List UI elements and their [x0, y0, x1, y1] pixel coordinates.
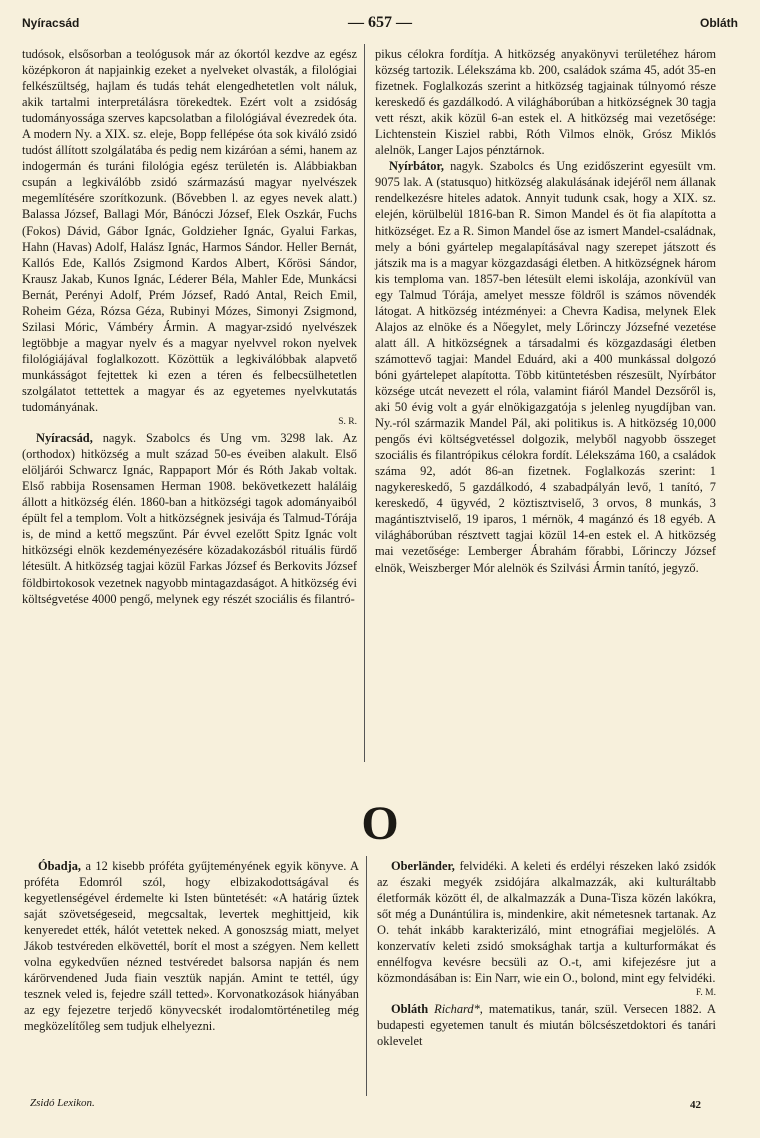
entry-body: a 12 kisebb próféta gyűjteményének egyik könyve. A próféta Edomról szól, hogy elbizakodottságával és kegyetlenségével érdemelte ki Isten büntetését: «A határig űztek saját szövetségeseid, megcsaltak, levertek meghittjeid, kik kenyeredet ették, hálót vetettek neked. A gonoszság miatt, melyet Jákob testvéreden elkövettél, borít el most a szégyen. Nem kellett volna egykedvűen nézned testvéredet balsorsa napján és nem kárörvendened Juda fiain vesztük napján. Amint te tettél, úgy tesznek veled is, fejedre száll tetted». Korvonatkozások hiányában az egy fejezetre terjedő könyvecskét irodalomtörténetileg még megközelítőleg sem tudjuk elhelyezni. — [24, 859, 359, 1034]
entry-nyiracsad — [22, 430, 357, 607]
entry-title: Óbadja, — [38, 859, 82, 873]
entry-obadja — [24, 858, 359, 1035]
entry-oberlander — [377, 858, 716, 986]
footer-sheet-number: 42 — [690, 1099, 701, 1111]
column-bottom-left — [24, 858, 359, 1035]
author-signature: S. R. — [338, 417, 357, 428]
header-left-keyword: Nyíracsád — [22, 16, 80, 30]
entry-given-name: Richard* — [428, 1002, 480, 1017]
footer-publication-name: Zsidó Lexikon. — [30, 1097, 95, 1109]
entry-title: Oberländer, — [391, 859, 455, 873]
column-divider-top — [364, 44, 365, 762]
entry-body: nagyk. Szabolcs és Ung vm. 3298 lak. Az (orthodox) hitközség a mult század 50-es éveiben alakult. Első elöljárói Schwarcz Ignác, Rappaport Mór és Róth Jakab voltak. Első rabbija Rosensamen Herman 1908. bekövetkezett haláláig állott a hitközség élén. 1860-ban a hitközségi tagok adományaiból épült fel a templom. Volt a hitközségnek jesivája és Talmud-Tórája is, de mind a kettő megszűnt. Pár évvel ezelőtt Spitz Ignác volt hitközségi elnök kezdeményezésére közadakozásból rituális fürdő létesült. A hitközség tagjai közül Farkas József és Berkovits József földbirtokosok vezetnek nagyobb mintagazdaságot. A hitközség évi költségvetése 4000 pengő, melynek egy részét szociális és filantró- — [22, 431, 357, 606]
entry-continuation: pikus célokra fordítja. A hitközség anyakönyvi területéhez három község tartozik. Lélekszáma kb. 200, családok száma 45, adót 35-en fizetnek. Foglalkozás szerint a hitközség tagjainak túlnyomó része kereskedő és gazdálkodó. A világháborúban a hitközségnek 30 tagja vett részt, akik közül 6-an estek el. A hitközség mai vezetősége: Lichtenstein Kisziel rabbi, Róth Vilmos elnök, Grósz Miklós alelnök, Langer Lajos pénztárnok. — [375, 47, 716, 158]
entry-title: Nyírbátor, — [389, 159, 444, 174]
column-divider-bottom — [366, 856, 367, 1096]
entry-title: Nyíracsád, — [36, 431, 93, 446]
article-continuation: tudósok, elsősorban a teológusok már az ókortól kezdve az egész középkoron át napjainkig ezeket a nyelveket olvasták, a filológiai felkészültség, hajlam és tudás tehát elengedhetetlen volt náluk, akik tartalmi interpretálásra törekedtek. Ezért volt a zsidóság tudományossága szerves kapcsolatban a filológiával évezredek óta. A modern Ny. a XIX. sz. eleje, Bopp fellépése óta sok kiváló zsidó tudóst állított szolgálatába és pedig nem kizáróan a sémi, hanem az indogermán és turáni filológia egész területén is. Alábbiakban csupán a legkiválóbb zsidó származású magyar nyelvészek megemlítésére szorítkozunk. (Bővebben l. az egyes nevek alatt.) Balassa József, Ballagi Mór, Bánóczi József, Elek Oszkár, Fuchs (Fokos) Dávid, Gábor Ignác, Goldzieher Ignác, Gyalui Farkas, Hahn (Havas) Adolf, Halász Ignác, Harmos Sándor. Heller Bernát, Kallós Ede, Kallós Zsigmond Kardos Albert, Kőrösi Sándor, Krausz Jakab, Kunos Ignác, Léderer Béla, Mahler Ede, Munkácsi Bernát, Perényi Adolf, Prém József, Radó Antal, Reich Emil, Roheim Géza, Rózsa Géza, Rubinyi Mózes, Simonyi Zsigmond, Szilasi Móric, Vámbéry Ármin. A magyar-zsidó nyelvészek legtöbbje a magyar nyelv és a magyar nyelvvel rokon nyelvek filológiájával foglalkozott. Közöttük a legkiválóbbak alapvető munkásságot fejtettek ki ezen a téren és felbecsülhetetlen szolgálatot tettettek a magyar és az egyetemes nyelvkutatás tudományának. — [22, 47, 357, 415]
column-top-left — [22, 46, 357, 607]
entry-body: nagyk. Szabolcs és Ung ezidőszerint egyesült vm. 9075 lak. A (statusquo) hitközség alakulásának idejéről nem állanak rendelkezésre hiteles adatok. Annyit tudunk csak, hogy a XIX. sz. elején, körülbelül 1816-ban R. Simon Mandel és öt fia alapította a hitközséget. Ez a R. Simon Mandel őse az ismert Mandel-családnak, mely a bóni gyártelep megalapításával nagy szerepet játszott és játszik ma is a magyar közgazdasági életben. A hitközségnek három kis temploma van. 1857-ben létesült elemi iskolája, azonkívül van egy Talmud Tórája, amelyet messze földről is számos növendék látogat. A hitközség intézményei: a Chevra Kadisa, melynek Elek Alajos az elnöke és a Nőegylet, mely Lőrinczy Józsefné vezetése alatt áll. A hitközségnek a társadalmi és közgazdasági életben számottevő tagjai: Mandel Eduárd, aki a 400 munkással dolgozó bóni gyártelepet alapította. Több kitüntetésben részesült, Nyírbátor községe utcát nevezett el róla, valamint fiáról Mandel Dezsőről is, aki 50 évig volt a gyár elnökigazgatója s jelenleg nyugdíjban van. Ny.-ról származik Mandel Pál, aki politikus is. A hitközség 10,000 pengős évi költségvetéssel dolgozik, melyből nagyobb összeget szociális és filantrópikus célokra fordít. Lélekszáma 160, a családok száma 92, adót 86-an fizetnek. Foglalkozás szerint: 1 nagykereskedő, 5 gazdálkodó, 4 szabadpályán levő, 1 tanító, 7 kereskedő, 4 ügyvéd, 2 köztisztviselő, 3 orvos, 8 munkás, 3 magántisztviselő, 19 iparos, 1 mérnök, 4 magánzó és 18 egyéb. A világháborúban résztvett tagjai közül 14-en estek el. A hitközség mai vezetősége: Lemberger Ábrahám főrabbi, Lőrinczy József elnök, Weiszberger Mór alelnök és Szilvási Ármin tanító, jegyző. — [375, 159, 716, 575]
column-bottom-right — [377, 858, 716, 1050]
author-signature: F. M. — [695, 988, 716, 999]
section-letter: O — [361, 797, 399, 850]
entry-oblath — [377, 1001, 716, 1049]
header-right-keyword: Obláth — [700, 16, 738, 30]
entry-nyirbator — [375, 158, 716, 575]
entry-body: , matematikus, tanár, szül. Versecen 1882. A budapesti egyetemen tanult és miután bölcsészetdoktori és tanári oklevelet — [377, 1002, 716, 1049]
page-header — [22, 14, 738, 36]
column-top-right — [375, 46, 716, 576]
entry-body: felvidéki. A keleti és erdélyi részeken lakó zsidók az északi megyék zsidójára alkalmazzák, aki kulturáltabb életformák között él, de alkalmazzák a Duna-Tisza közén lakókra, sőt még a Dunántúlira is, mindenkire, akit németesnek tartanak. Az O. tehát inkább karakterizáló, mint etnográfiai megjelölés. A konzervatív keleti zsidó smoksághak tartja a kulturformákat és ennélfogva kevésre becsüli az O.-t, ami kifejezésre jut a közmondásában is: Ein Narr, wie ein O., bolond, mint egy felvidéki. — [377, 859, 716, 986]
page-number: — 657 — — [348, 14, 412, 31]
entry-title: Obláth — [391, 1002, 429, 1017]
